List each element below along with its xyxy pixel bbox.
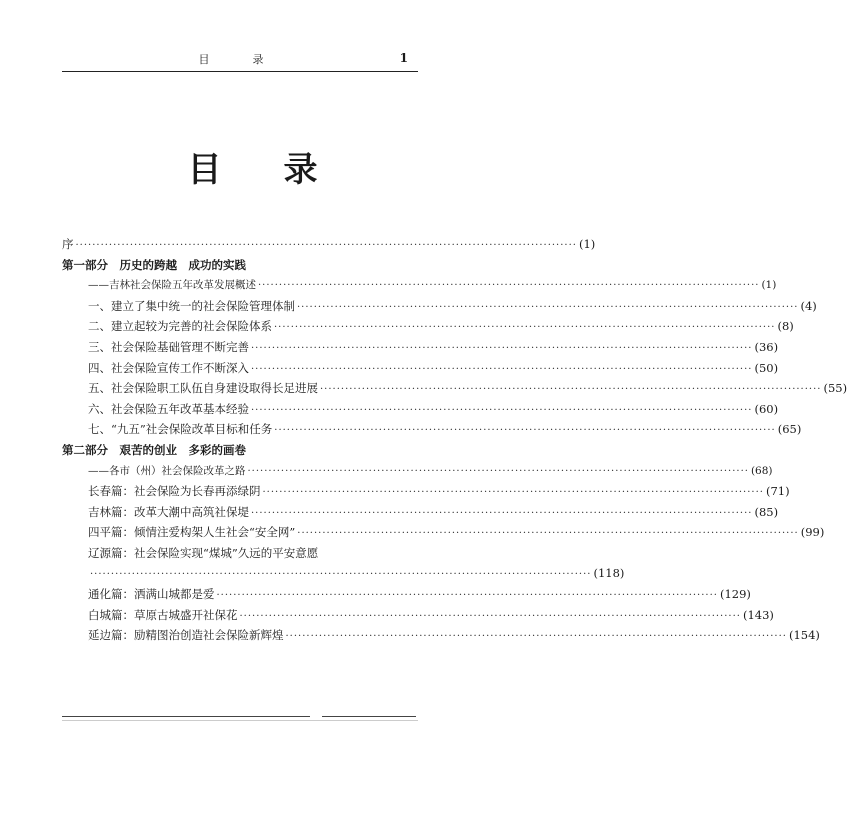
header-rule bbox=[62, 71, 418, 72]
toc-page-number: (36) bbox=[754, 339, 779, 354]
toc-page-number: (71) bbox=[765, 484, 790, 499]
toc-page-number: (129) bbox=[719, 587, 751, 602]
toc-entry bbox=[62, 607, 774, 628]
dot-leader: ························································································································ bbox=[258, 280, 760, 292]
toc-page-number: (50) bbox=[754, 360, 779, 375]
dot-leader: ························································································································ bbox=[247, 465, 749, 477]
toc-entry bbox=[62, 401, 779, 422]
toc-entry-label: 三、社会保险基础管理不断完善 bbox=[88, 339, 249, 354]
dot-leader: ························································································································ bbox=[216, 590, 718, 602]
toc-page-number: (55) bbox=[823, 381, 847, 396]
footer-rule bbox=[62, 716, 310, 717]
toc-page-number: (154) bbox=[788, 628, 820, 643]
dot-leader: ························································································································ bbox=[274, 425, 776, 437]
toc-entry-label: 一、建立了集中统一的社会保险管理体制 bbox=[88, 298, 295, 313]
toc-entry-label: ——各市（州）社会保险改革之路 bbox=[88, 464, 246, 477]
dot-leader: ························································································································ bbox=[251, 507, 753, 519]
dot-leader: ························································································································ bbox=[239, 610, 741, 622]
page-title: 目录 bbox=[187, 150, 380, 190]
toc-part-heading bbox=[62, 257, 418, 278]
toc-page-number: (85) bbox=[754, 504, 779, 519]
toc-page-number: (1) bbox=[761, 279, 777, 292]
toc-entry bbox=[62, 483, 790, 504]
toc-page-number: (8) bbox=[777, 319, 794, 334]
toc-entry bbox=[62, 339, 779, 360]
toc-page-number: (60) bbox=[754, 401, 779, 416]
toc-entry bbox=[62, 524, 825, 545]
dot-leader: ························································································································ bbox=[251, 404, 753, 416]
toc-entry-label: 七、“九五”社会保险改革目标和任务 bbox=[88, 422, 273, 437]
toc-entry-label: ——吉林社会保险五年改革发展概述 bbox=[88, 279, 256, 292]
toc-page-number: (65) bbox=[777, 422, 802, 437]
page-number: 1 bbox=[399, 51, 408, 65]
toc-entry bbox=[62, 565, 625, 587]
toc-page-number: (4) bbox=[800, 298, 817, 313]
toc-part-heading bbox=[62, 442, 418, 463]
footer-rule bbox=[62, 720, 418, 721]
running-header-title: 目 录 bbox=[198, 53, 280, 66]
toc-entry bbox=[62, 586, 751, 607]
dot-leader: ························································································································ bbox=[274, 322, 776, 334]
toc-page-number: (143) bbox=[742, 607, 774, 622]
toc-entry-label: 辽源篇：社会保险实现“煤城”久远的平安意愿 bbox=[88, 545, 319, 560]
dot-leader: ························································································································ bbox=[251, 363, 753, 375]
toc-entry-label: 吉林篇：改革大潮中高筑社保堤 bbox=[88, 504, 249, 519]
toc-entry bbox=[62, 298, 817, 319]
toc-page-number: (68) bbox=[750, 464, 773, 477]
toc-entry-label: 通化篇：洒满山城都是爱 bbox=[88, 587, 215, 602]
dot-leader: ························································································································ bbox=[262, 487, 764, 499]
toc-page-number: (99) bbox=[800, 525, 825, 540]
dot-leader: ························································································································ bbox=[320, 384, 822, 396]
dot-leader: ························································································································ bbox=[285, 631, 787, 643]
toc-entry bbox=[62, 421, 802, 442]
running-header bbox=[62, 46, 416, 68]
toc-entry bbox=[62, 360, 779, 381]
dot-leader: ························································································································ bbox=[297, 528, 799, 540]
toc-page-number: (118) bbox=[593, 565, 625, 580]
dot-leader: ························································································································ bbox=[90, 568, 592, 580]
toc-page-number: (1) bbox=[578, 237, 596, 251]
toc-entry-label: 五、社会保险职工队伍自身建设取得长足进展 bbox=[88, 381, 318, 396]
dot-leader: ························································································································ bbox=[297, 301, 799, 313]
toc-entry bbox=[62, 504, 779, 525]
dot-leader: ························································································································ bbox=[251, 342, 753, 354]
toc-entry-label: 六、社会保险五年改革基本经验 bbox=[88, 401, 249, 416]
toc-entry-label: 序 bbox=[62, 237, 74, 251]
toc-entry bbox=[62, 627, 820, 648]
toc-entry bbox=[62, 380, 847, 401]
toc-entry-label: 第二部分 艰苦的创业 多彩的画卷 bbox=[62, 442, 246, 457]
toc-entry-label: 长春篇：社会保险为长春再添绿阴 bbox=[88, 484, 261, 499]
toc-entry bbox=[62, 277, 777, 298]
toc-entry-label: 白城篇：草原古城盛开社保花 bbox=[88, 607, 238, 622]
toc-entry-label: 四、社会保险宣传工作不断深入 bbox=[88, 360, 249, 375]
toc-entry-label: 延边篇：励精图治创造社会保险新辉煌 bbox=[88, 628, 284, 643]
toc-entry-label: 二、建立起较为完善的社会保险体系 bbox=[88, 319, 272, 334]
toc-entry-label: 第一部分 历史的跨越 成功的实践 bbox=[62, 257, 246, 272]
footer-rule bbox=[322, 716, 416, 717]
table-of-contents bbox=[62, 236, 847, 648]
toc-entry bbox=[62, 236, 596, 257]
dot-leader: ························································································································ bbox=[75, 240, 577, 251]
toc-entry bbox=[62, 463, 773, 484]
toc-entry bbox=[62, 318, 794, 339]
toc-entry-label: 四平篇：倾情注爱构架人生社会“安全网” bbox=[88, 525, 296, 540]
toc-entry bbox=[62, 545, 418, 566]
